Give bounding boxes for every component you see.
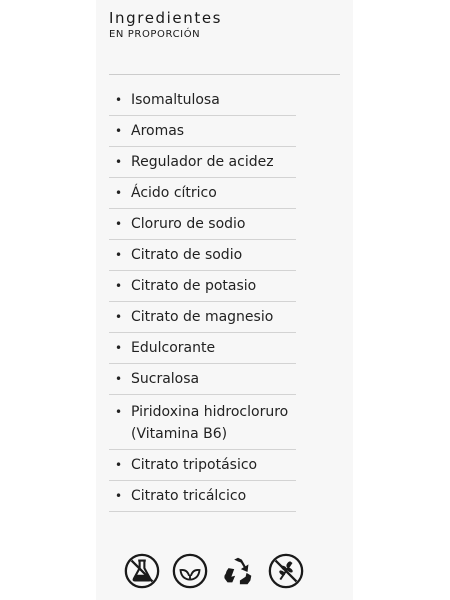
ingredient-label: Citrato tripotásico [131, 457, 258, 473]
list-item [109, 240, 296, 271]
ingredient-label: Sucralosa [131, 371, 200, 387]
bullet: • [115, 279, 123, 293]
bullet: • [115, 341, 123, 355]
list-item [109, 147, 296, 178]
ingredient-label: Edulcorante [131, 340, 216, 356]
bullet: • [115, 372, 123, 386]
list-item [109, 450, 296, 481]
list-item [109, 302, 296, 333]
bullet: • [115, 248, 123, 262]
ingredient-label: Isomaltulosa [131, 92, 220, 108]
bullet: • [115, 405, 123, 419]
no-lab-testing-icon [123, 552, 161, 590]
bullet: • [115, 155, 123, 169]
bullet: • [115, 458, 123, 472]
panel-title: Ingredientes [109, 9, 223, 27]
bullet: • [115, 186, 123, 200]
bullet: • [115, 489, 123, 503]
ingredient-label: Citrato tricálcico [131, 488, 247, 504]
ingredient-label: Regulador de acidez [131, 154, 274, 170]
gluten-free-icon [267, 552, 305, 590]
ingredients-list [109, 85, 296, 512]
ingredient-label: Cloruro de sodio [131, 216, 246, 232]
vegan-leaf-icon [171, 552, 209, 590]
list-item [109, 481, 296, 512]
ingredient-label: Citrato de magnesio [131, 309, 274, 325]
list-item [109, 333, 296, 364]
bullet: • [115, 310, 123, 324]
list-item [109, 178, 296, 209]
list-item [109, 209, 296, 240]
ingredient-label: Piridoxina hidrocloruro (Vitamina B6) [131, 404, 289, 442]
list-item [109, 85, 296, 116]
ingredient-label: Ácido cítrico [131, 185, 217, 201]
bullet: • [115, 217, 123, 231]
ingredient-label: Citrato de sodio [131, 247, 243, 263]
recycle-icon [219, 552, 257, 590]
bullet: • [115, 124, 123, 138]
ingredient-label: Citrato de potasio [131, 278, 257, 294]
list-item [109, 364, 296, 395]
badge-row [123, 552, 305, 590]
list-item [109, 395, 296, 450]
panel-subtitle: EN PROPORCIÓN [109, 29, 201, 40]
ingredient-label: Aromas [131, 123, 185, 139]
panel-header [109, 8, 222, 42]
header-divider [109, 74, 340, 75]
list-item [109, 271, 296, 302]
bullet: • [115, 93, 123, 107]
ingredients-panel [96, 0, 353, 600]
list-item [109, 116, 296, 147]
